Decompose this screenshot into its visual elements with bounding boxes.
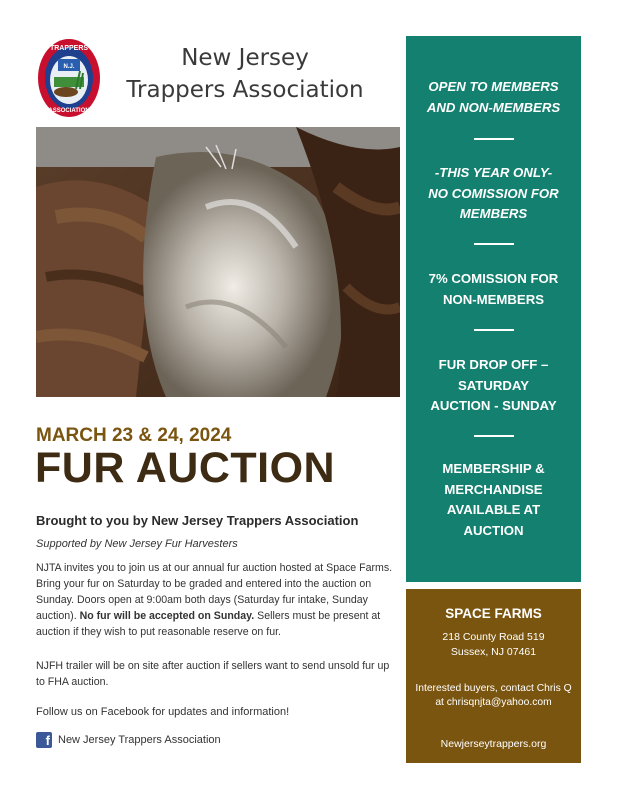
sidebar-line: AND NON-MEMBERS — [426, 99, 561, 115]
sidebar-line: AUCTION — [463, 522, 524, 538]
contact-line1: Interested buyers, contact Chris Q — [415, 683, 572, 694]
venue-name: SPACE FARMS — [445, 606, 542, 621]
sidebar-line: MEMBERSHIP & — [442, 461, 545, 476]
divider — [474, 243, 514, 245]
sidebar-line: -THIS YEAR ONLY- — [434, 165, 553, 180]
fur-pelts-photo — [36, 127, 400, 397]
facebook-label: New Jersey Trappers Association — [58, 734, 221, 746]
address-line2: Sussex, NJ 07461 — [450, 646, 537, 658]
facebook-icon: f — [36, 732, 52, 748]
sidebar-item-schedule — [414, 355, 573, 417]
sidebar-line: NO COMISSION FOR — [428, 185, 559, 201]
sidebar-line: OPEN TO MEMBERS — [428, 79, 559, 94]
sidebar-line: FUR DROP OFF – — [438, 357, 549, 372]
divider — [474, 435, 514, 437]
venue-box — [406, 589, 581, 763]
venue-address — [406, 630, 581, 660]
svg-text:N.J.: N.J. — [63, 64, 75, 70]
follow-note: Follow us on Facebook for updates and information! — [36, 706, 290, 718]
sidebar-line: AUCTION - SUNDAY — [430, 398, 557, 413]
organization-title — [110, 42, 380, 106]
sidebar-item-nonmember-commission — [414, 269, 573, 310]
description-part-a: NJTA invites you to join us at our annual fur auction hosted at Space Farms. Bring your fur on Saturday to be graded and entered into the auction on Sunday. Doors open at 9:00am both days (Saturday fur intake, Sunday auction). — [36, 562, 393, 622]
sidebar-line: 7% COMISSION FOR — [428, 271, 559, 286]
divider — [474, 138, 514, 140]
address-line1: 218 County Road 519 — [442, 631, 545, 643]
sidebar-item-members-commission — [414, 163, 573, 225]
supporter-line: Supported by New Jersey Fur Harvesters — [36, 538, 238, 550]
info-sidebar — [406, 36, 581, 582]
svg-text:ASSOCIATION: ASSOCIATION — [48, 108, 90, 114]
svg-text:TRAPPERS: TRAPPERS — [49, 45, 89, 52]
byline: Brought to you by New Jersey Trappers Association — [36, 513, 359, 528]
description-part-b: Sellers must be present at auction if they wish to put reasonable reserve on fur. — [36, 610, 381, 638]
contact-email[interactable]: at chrisqnjta@yahoo.com — [435, 697, 552, 708]
event-description — [36, 560, 401, 640]
organization-title-line2: Trappers Association — [126, 77, 364, 103]
sidebar-line: NON-MEMBERS — [442, 291, 545, 307]
trailer-note: NJFH trailer will be on site after auction if sellers want to send unsold fur up to FHA auction. — [36, 660, 390, 688]
sidebar-line: MERCHANDISE — [444, 481, 543, 497]
sidebar-line: AVAILABLE AT — [446, 502, 541, 517]
sidebar-item-membership — [414, 459, 573, 541]
divider — [474, 329, 514, 331]
event-title: FUR AUCTION — [35, 444, 336, 492]
facebook-link[interactable] — [36, 732, 221, 748]
description-bold: No fur will be accepted on Sunday. — [79, 610, 255, 622]
event-date: MARCH 23 & 24, 2024 — [36, 425, 232, 446]
website-link[interactable]: Newjerseytrappers.org — [440, 738, 547, 750]
organization-title-line1: New Jersey — [181, 45, 309, 71]
association-logo — [36, 37, 102, 119]
sidebar-line: SATURDAY — [457, 377, 530, 393]
buyer-contact — [406, 682, 581, 710]
sidebar-line: MEMBERS — [459, 206, 528, 221]
sidebar-item-open — [414, 77, 573, 118]
